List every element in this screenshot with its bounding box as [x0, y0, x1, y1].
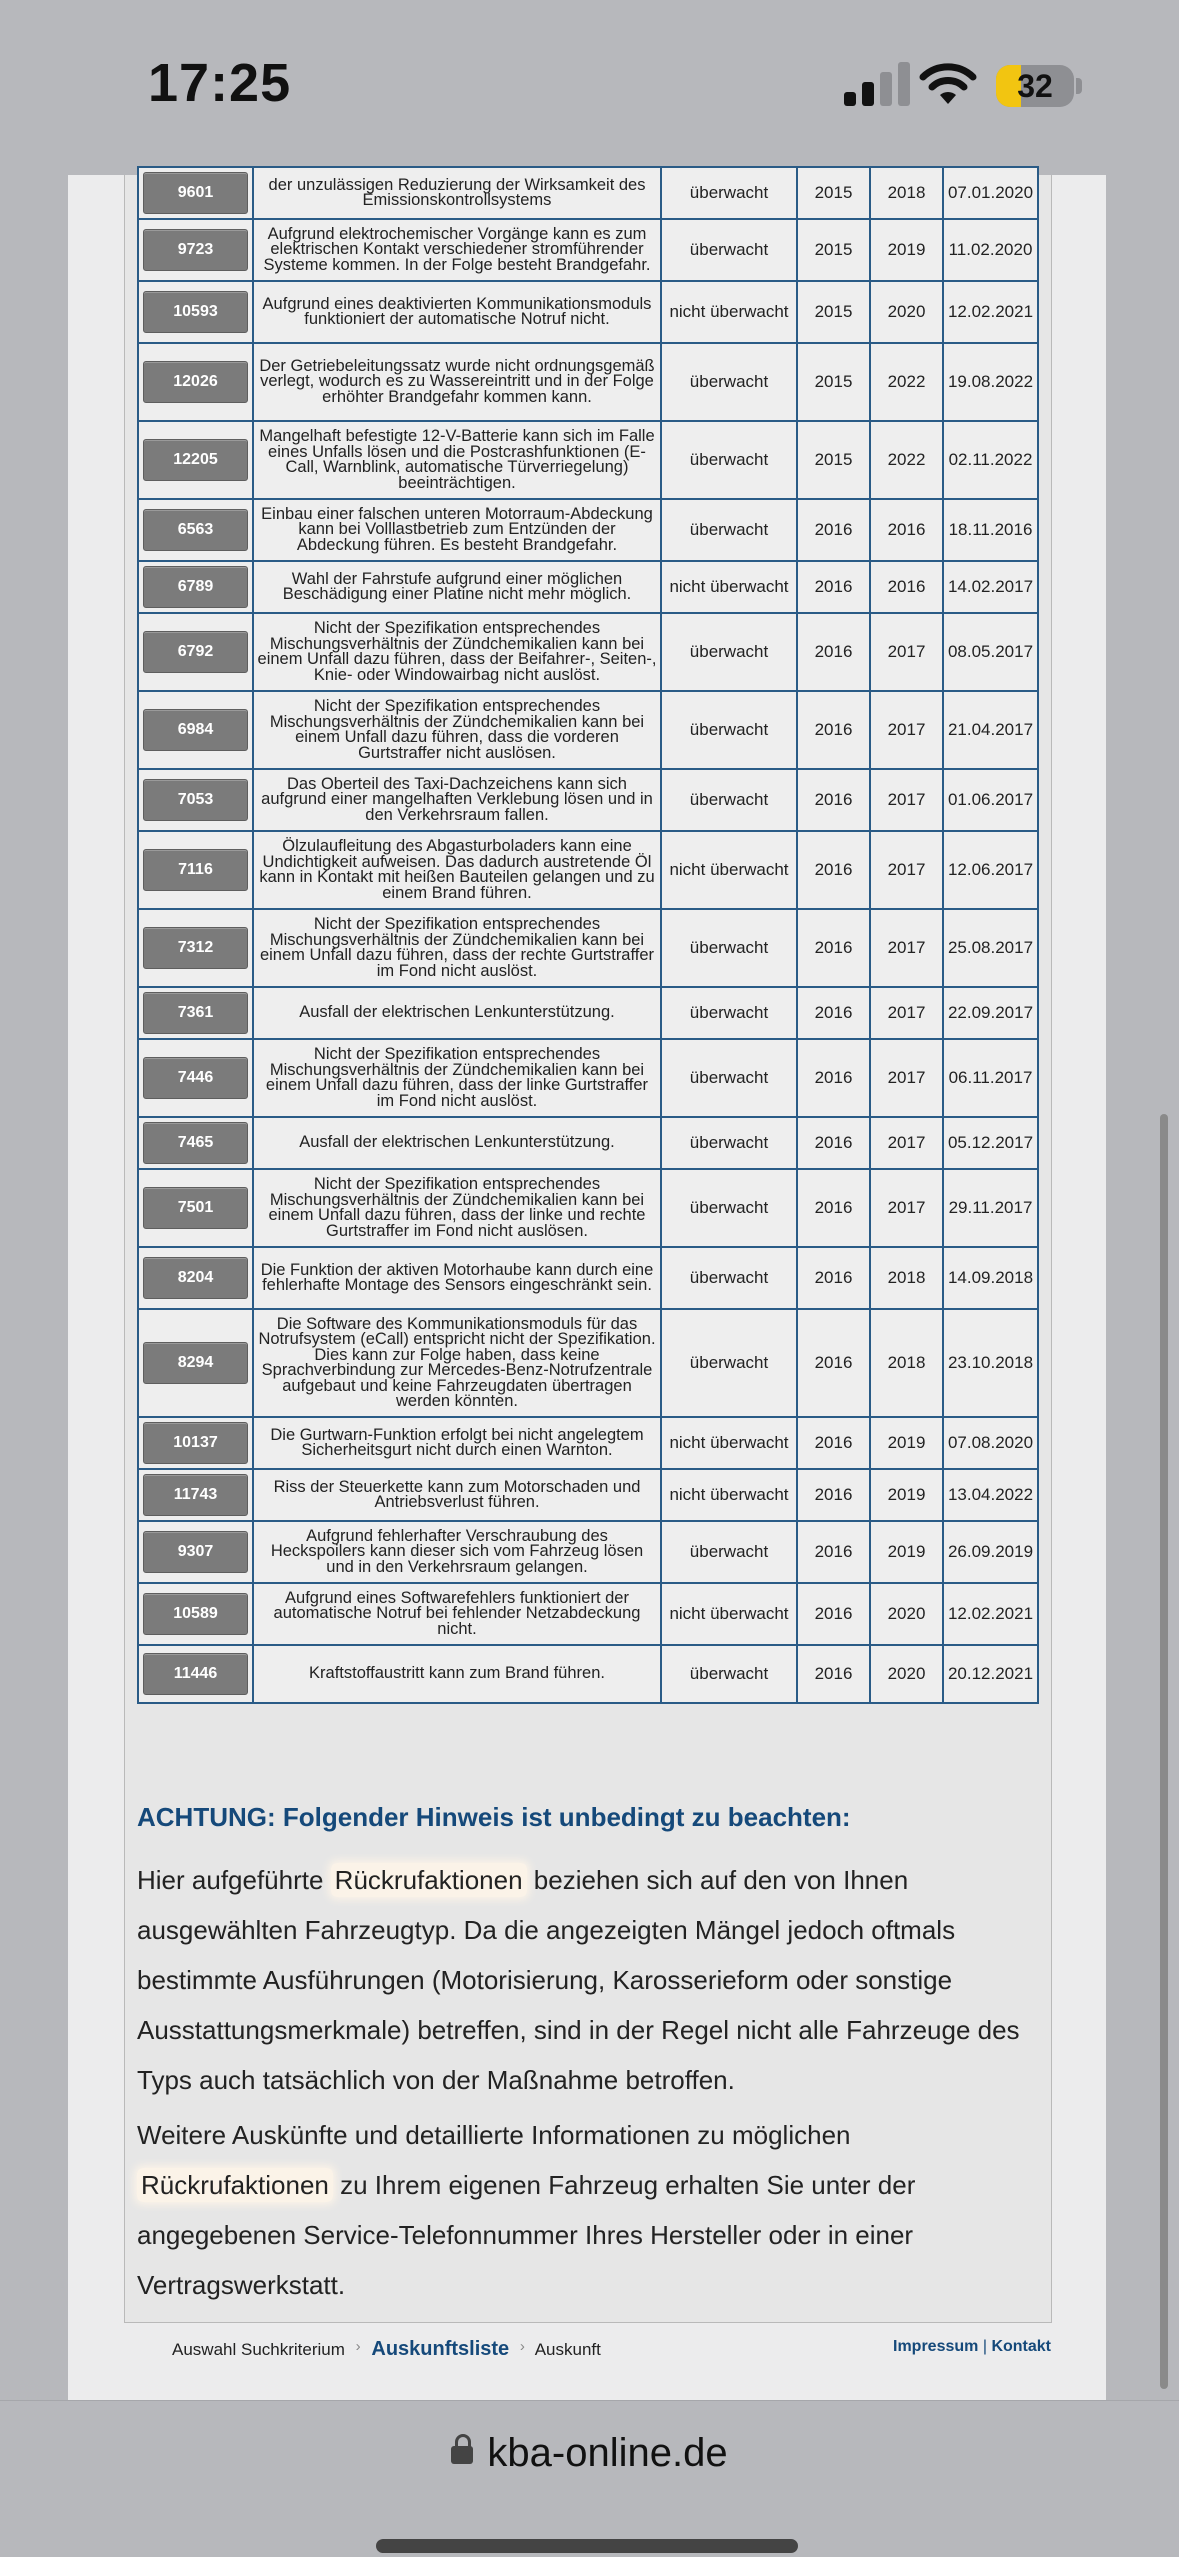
recall-id-cell	[138, 1645, 253, 1703]
recall-id-button[interactable]: 9307	[143, 1531, 248, 1573]
recall-status: überwacht	[661, 219, 797, 281]
notice-p2-text: Weitere Auskünfte und detaillierte Informationen zu möglichen	[137, 2120, 851, 2150]
recall-year-to: 2016	[870, 561, 943, 613]
table-row	[138, 1247, 1038, 1309]
breadcrumb	[172, 2338, 601, 2361]
recall-year-from: 2016	[797, 909, 870, 987]
battery-level: 32	[1017, 68, 1053, 104]
recall-year-from: 2015	[797, 343, 870, 421]
recall-description: Aufgrund eines deaktivierten Kommunikationsmoduls funktioniert der automatische Notruf nicht.	[253, 281, 661, 343]
recall-year-from: 2016	[797, 769, 870, 831]
recall-status: überwacht	[661, 1309, 797, 1417]
recall-year-to: 2020	[870, 1645, 943, 1703]
recall-id-cell	[138, 1417, 253, 1469]
recall-date: 14.09.2018	[943, 1247, 1038, 1309]
recall-year-from: 2016	[797, 1039, 870, 1117]
recall-year-to: 2016	[870, 499, 943, 561]
recall-description: Nicht der Spezifikation entsprechendes Mischungsverhältnis der Zündchemikalien kann bei einem Unfall dazu führen, dass der linke Gurtstraffer im Fond nicht auslöst.	[253, 1039, 661, 1117]
table-row	[138, 987, 1038, 1039]
breadcrumb-search-criteria[interactable]: Auswahl Suchkriterium	[172, 2340, 345, 2359]
table-row	[138, 1469, 1038, 1521]
table-row	[138, 613, 1038, 691]
recall-date: 01.06.2017	[943, 769, 1038, 831]
recall-id-cell	[138, 909, 253, 987]
recall-year-to: 2019	[870, 1521, 943, 1583]
recall-year-from: 2016	[797, 1521, 870, 1583]
recall-date: 12.02.2021	[943, 281, 1038, 343]
table-row	[138, 343, 1038, 421]
recall-year-to: 2018	[870, 1247, 943, 1309]
recall-date: 07.01.2020	[943, 167, 1038, 219]
table-row	[138, 1117, 1038, 1169]
recall-year-to: 2017	[870, 1169, 943, 1247]
table-row	[138, 167, 1038, 219]
battery-tip	[1076, 78, 1082, 94]
recall-year-from: 2016	[797, 831, 870, 909]
recall-description: Mangelhaft befestigte 12-V-Batterie kann sich im Falle eines Unfalls lösen und die Postcrashfunktionen (E-Call, Warnblink, automatische Türverriegelung) beeinträchtigen.	[253, 421, 661, 499]
recall-id-button[interactable]: 11743	[143, 1474, 248, 1516]
recall-id-button[interactable]: 7501	[143, 1187, 248, 1229]
breadcrumb-result: Auskunft	[534, 2340, 601, 2359]
recall-date: 07.08.2020	[943, 1417, 1038, 1469]
recall-description: Ölzulaufleitung des Abgasturboladers kann eine Undichtigkeit aufweisen. Das dadurch austretende Öl kann in Kontakt mit heißen Bauteilen gelangen und zu einem Brand führen.	[253, 831, 661, 909]
recall-year-to: 2019	[870, 219, 943, 281]
recall-status: überwacht	[661, 769, 797, 831]
recall-status: überwacht	[661, 613, 797, 691]
recall-date: 05.12.2017	[943, 1117, 1038, 1169]
table-row	[138, 831, 1038, 909]
recall-description: Riss der Steuerkette kann zum Motorschaden und Antriebsverlust führen.	[253, 1469, 661, 1521]
recall-id-button[interactable]: 7465	[143, 1122, 248, 1164]
recall-status: überwacht	[661, 1247, 797, 1309]
recall-id-cell	[138, 769, 253, 831]
recall-status: überwacht	[661, 1117, 797, 1169]
recall-id-button[interactable]: 12026	[143, 361, 248, 403]
recall-id-cell	[138, 613, 253, 691]
recall-year-to: 2017	[870, 691, 943, 769]
recall-id-button[interactable]: 9601	[143, 172, 248, 214]
table-row	[138, 1521, 1038, 1583]
recall-year-from: 2015	[797, 167, 870, 219]
table-row	[138, 421, 1038, 499]
recall-status: nicht überwacht	[661, 561, 797, 613]
kontakt-link[interactable]: Kontakt	[991, 2338, 1051, 2355]
table-row	[138, 1309, 1038, 1417]
cellular-signal-icon	[842, 62, 922, 108]
recall-id-cell	[138, 691, 253, 769]
recall-year-from: 2016	[797, 1417, 870, 1469]
recall-year-to: 2017	[870, 769, 943, 831]
recall-id-button[interactable]: 10137	[143, 1422, 248, 1464]
recall-description: Ausfall der elektrischen Lenkunterstützung.	[253, 987, 661, 1039]
recall-id-cell	[138, 167, 253, 219]
recall-year-from: 2016	[797, 1117, 870, 1169]
recall-date: 25.08.2017	[943, 909, 1038, 987]
recall-description: Aufgrund elektrochemischer Vorgänge kann es zum elektrischen Kontakt verschiedener stromführender Systeme kommen. In der Folge besteht Brandgefahr.	[253, 219, 661, 281]
recall-id-cell	[138, 1469, 253, 1521]
recall-status: nicht überwacht	[661, 1583, 797, 1645]
recall-status: überwacht	[661, 167, 797, 219]
recall-status: überwacht	[661, 909, 797, 987]
recall-status: überwacht	[661, 1039, 797, 1117]
recall-status: überwacht	[661, 421, 797, 499]
table-row	[138, 281, 1038, 343]
recall-table-body	[138, 167, 1038, 1703]
recall-year-to: 2017	[870, 1039, 943, 1117]
recall-year-to: 2019	[870, 1469, 943, 1521]
recall-id-button[interactable]: 6563	[143, 509, 248, 551]
recall-description: der unzulässigen Reduzierung der Wirksamkeit des Emissionskontrollsystems	[253, 167, 661, 219]
recall-status: überwacht	[661, 691, 797, 769]
recall-id-button[interactable]: 9723	[143, 229, 248, 271]
impressum-link[interactable]: Impressum	[893, 2338, 979, 2355]
recall-description: Wahl der Fahrstufe aufgrund einer möglichen Beschädigung einer Platine nicht mehr möglich.	[253, 561, 661, 613]
recall-date: 21.04.2017	[943, 691, 1038, 769]
recall-description: Ausfall der elektrischen Lenkunterstützung.	[253, 1117, 661, 1169]
scrollbar[interactable]	[1160, 1114, 1168, 2389]
recall-year-to: 2019	[870, 1417, 943, 1469]
recall-id-button[interactable]: 7312	[143, 927, 248, 969]
recall-status: überwacht	[661, 499, 797, 561]
recall-id-cell	[138, 831, 253, 909]
recall-description: Das Oberteil des Taxi-Dachzeichens kann sich aufgrund einer mangelhaften Verklebung lösen und in den Verkehrsraum fallen.	[253, 769, 661, 831]
recall-date: 19.08.2022	[943, 343, 1038, 421]
notice-paragraph-2	[137, 2110, 1037, 2310]
notice-p2-text: zu Ihrem eigenen Fahrzeug erhalten Sie unter der angegebenen Service-Telefonnummer Ihres Hersteller oder in einer Vertragswerkstatt.	[137, 2170, 916, 2300]
recall-year-from: 2015	[797, 421, 870, 499]
notice-title: ACHTUNG: Folgender Hinweis ist unbedingt zu beachten:	[137, 1802, 851, 1832]
chevron-right-icon: ›	[519, 2338, 525, 2355]
url-display[interactable]	[0, 2431, 1179, 2476]
table-row	[138, 1417, 1038, 1469]
recall-year-from: 2016	[797, 1645, 870, 1703]
recall-date: 12.06.2017	[943, 831, 1038, 909]
recall-description: Aufgrund fehlerhafter Verschraubung des Heckspoilers kann dieser sich vom Fahrzeug lösen und in den Verkehrsraum gelangen.	[253, 1521, 661, 1583]
recall-status: nicht überwacht	[661, 1417, 797, 1469]
recall-year-to: 2022	[870, 421, 943, 499]
recall-id-button[interactable]: 6792	[143, 631, 248, 673]
recall-status: überwacht	[661, 1645, 797, 1703]
url-text: kba-online.de	[487, 2431, 728, 2475]
recall-date: 14.02.2017	[943, 561, 1038, 613]
table-row	[138, 691, 1038, 769]
recall-id-cell	[138, 1583, 253, 1645]
recall-id-cell	[138, 1309, 253, 1417]
recall-status: nicht überwacht	[661, 1469, 797, 1521]
recall-id-cell	[138, 561, 253, 613]
recall-id-cell	[138, 343, 253, 421]
recall-description: Aufgrund eines Softwarefehlers funktioniert der automatische Notruf bei fehlender Netzabdeckung nicht.	[253, 1583, 661, 1645]
highlighted-term: Rückrufaktionen	[137, 2168, 333, 2202]
recall-id-cell	[138, 1247, 253, 1309]
table-row	[138, 219, 1038, 281]
chevron-right-icon: ›	[355, 2338, 361, 2355]
recall-date: 08.05.2017	[943, 613, 1038, 691]
notice-p1-text: beziehen sich auf den von Ihnen ausgewählten Fahrzeugtyp. Da die angezeigten Mängel jedoch oftmals bestimmte Ausführungen (Motorisierung, Karosserieform oder sonstige Ausstattungsmerkmale) betreffen, sind in der Regel nicht alle Fahrzeuge des Typs auch tatsächlich von der Maßnahme betroffen.	[137, 1865, 1020, 2095]
recall-year-from: 2015	[797, 219, 870, 281]
table-row	[138, 909, 1038, 987]
recall-year-to: 2017	[870, 987, 943, 1039]
recall-description: Die Software des Kommunikationsmoduls für das Notrufsystem (eCall) entspricht nicht der Spezifikation. Dies kann zur Folge haben, dass keine Sprachverbindung zur Mercedes-Benz-Notrufzentrale aufgebaut und keine Fahrzeugdaten übertragen werden könnten.	[253, 1309, 661, 1417]
recall-status: überwacht	[661, 343, 797, 421]
clock: 17:25	[148, 53, 292, 113]
footer-links	[893, 2338, 1051, 2356]
recall-id-button[interactable]: 8294	[143, 1342, 248, 1384]
recall-status: nicht überwacht	[661, 831, 797, 909]
recall-id-cell	[138, 1039, 253, 1117]
recall-id-button[interactable]: 7361	[143, 992, 248, 1034]
recall-date: 29.11.2017	[943, 1169, 1038, 1247]
recall-id-cell	[138, 1521, 253, 1583]
recall-year-from: 2016	[797, 613, 870, 691]
recall-id-button[interactable]: 8204	[143, 1257, 248, 1299]
status-bar	[0, 0, 1179, 175]
recall-description: Nicht der Spezifikation entsprechendes Mischungsverhältnis der Zündchemikalien kann bei einem Unfall dazu führen, dass der Beifahrer-, Seiten-, Knie- oder Windowairbag nicht auslöst.	[253, 613, 661, 691]
recall-date: 18.11.2016	[943, 499, 1038, 561]
recall-description: Der Getriebeleitungssatz wurde nicht ordnungsgemäß verlegt, wodurch es zu Wassereintritt und in der Folge erhöhter Brandgefahr kommen kann.	[253, 343, 661, 421]
recall-status: überwacht	[661, 1521, 797, 1583]
breadcrumb-result-list[interactable]: Auskunftsliste	[371, 2338, 510, 2360]
recall-year-to: 2022	[870, 343, 943, 421]
recall-year-from: 2016	[797, 561, 870, 613]
notice-paragraph-1	[137, 1855, 1037, 2105]
table-row	[138, 769, 1038, 831]
recall-year-to: 2017	[870, 1117, 943, 1169]
recall-status: überwacht	[661, 1169, 797, 1247]
recall-id-button[interactable]: 12205	[143, 439, 248, 481]
recall-year-to: 2017	[870, 831, 943, 909]
recall-description: Nicht der Spezifikation entsprechendes Mischungsverhältnis der Zündchemikalien kann bei einem Unfall dazu führen, dass der rechte Gurtstraffer im Fond nicht auslöst.	[253, 909, 661, 987]
recall-date: 22.09.2017	[943, 987, 1038, 1039]
lock-icon	[451, 2446, 473, 2464]
recall-id-button[interactable]: 10589	[143, 1593, 248, 1635]
recall-year-to: 2017	[870, 613, 943, 691]
recall-id-cell	[138, 281, 253, 343]
recall-year-from: 2016	[797, 1169, 870, 1247]
recall-year-from: 2016	[797, 691, 870, 769]
recall-year-to: 2018	[870, 1309, 943, 1417]
recall-date: 13.04.2022	[943, 1469, 1038, 1521]
recall-year-from: 2016	[797, 1309, 870, 1417]
recall-id-button[interactable]: 11446	[143, 1653, 248, 1695]
recall-id-cell	[138, 421, 253, 499]
notice-p1-text: Hier aufgeführte	[137, 1865, 331, 1895]
recall-date: 11.02.2020	[943, 219, 1038, 281]
recall-id-button[interactable]: 7053	[143, 779, 248, 821]
recall-id-cell	[138, 987, 253, 1039]
recall-date: 12.02.2021	[943, 1583, 1038, 1645]
recall-year-from: 2016	[797, 1247, 870, 1309]
recall-description: Die Funktion der aktiven Motorhaube kann durch eine fehlerhafte Montage des Sensors eingeschränkt sein.	[253, 1247, 661, 1309]
wifi-icon	[918, 60, 978, 108]
recall-id-button[interactable]: 6984	[143, 709, 248, 751]
recall-id-cell	[138, 499, 253, 561]
table-row	[138, 499, 1038, 561]
recall-description: Kraftstoffaustritt kann zum Brand führen.	[253, 1645, 661, 1703]
recall-description: Die Gurtwarn-Funktion erfolgt bei nicht angelegtem Sicherheitsgurt nicht durch einen Warnton.	[253, 1417, 661, 1469]
table-row	[138, 1169, 1038, 1247]
recall-status: überwacht	[661, 987, 797, 1039]
recall-year-from: 2015	[797, 281, 870, 343]
recall-year-from: 2016	[797, 987, 870, 1039]
recall-year-to: 2020	[870, 1583, 943, 1645]
recall-year-from: 2016	[797, 1583, 870, 1645]
recall-date: 02.11.2022	[943, 421, 1038, 499]
recall-id-button[interactable]: 10593	[143, 291, 248, 333]
recall-description: Nicht der Spezifikation entsprechendes Mischungsverhältnis der Zündchemikalien kann bei einem Unfall dazu führen, dass die vorderen Gurtstraffer nicht auslösen.	[253, 691, 661, 769]
highlighted-term: Rückrufaktionen	[331, 1863, 527, 1897]
recall-year-from: 2016	[797, 1469, 870, 1521]
footer-separator: |	[982, 2338, 987, 2355]
recall-id-cell	[138, 1169, 253, 1247]
recall-id-button[interactable]: 7446	[143, 1057, 248, 1099]
recall-status: nicht überwacht	[661, 281, 797, 343]
table-row	[138, 1645, 1038, 1703]
recall-id-cell	[138, 1117, 253, 1169]
recall-id-button[interactable]: 6789	[143, 566, 248, 608]
recall-description: Einbau einer falschen unteren Motorraum-Abdeckung kann bei Volllastbetrieb zum Entzünden der Abdeckung führen. Es besteht Brandgefahr.	[253, 499, 661, 561]
recall-year-to: 2018	[870, 167, 943, 219]
recall-year-to: 2020	[870, 281, 943, 343]
recall-year-from: 2016	[797, 499, 870, 561]
home-indicator[interactable]	[376, 2539, 798, 2553]
recall-table	[137, 166, 1039, 1704]
recall-date: 20.12.2021	[943, 1645, 1038, 1703]
recall-id-cell	[138, 219, 253, 281]
table-row	[138, 561, 1038, 613]
table-row	[138, 1583, 1038, 1645]
recall-id-button[interactable]: 7116	[143, 849, 248, 891]
recall-date: 23.10.2018	[943, 1309, 1038, 1417]
recall-year-to: 2017	[870, 909, 943, 987]
recall-date: 06.11.2017	[943, 1039, 1038, 1117]
battery-icon	[996, 65, 1074, 107]
recall-date: 26.09.2019	[943, 1521, 1038, 1583]
browser-address-bar[interactable]	[0, 2400, 1179, 2557]
recall-description: Nicht der Spezifikation entsprechendes Mischungsverhältnis der Zündchemikalien kann bei einem Unfall dazu führen, dass der linke und rechte Gurtstraffer im Fond nicht auslösen.	[253, 1169, 661, 1247]
table-row	[138, 1039, 1038, 1117]
